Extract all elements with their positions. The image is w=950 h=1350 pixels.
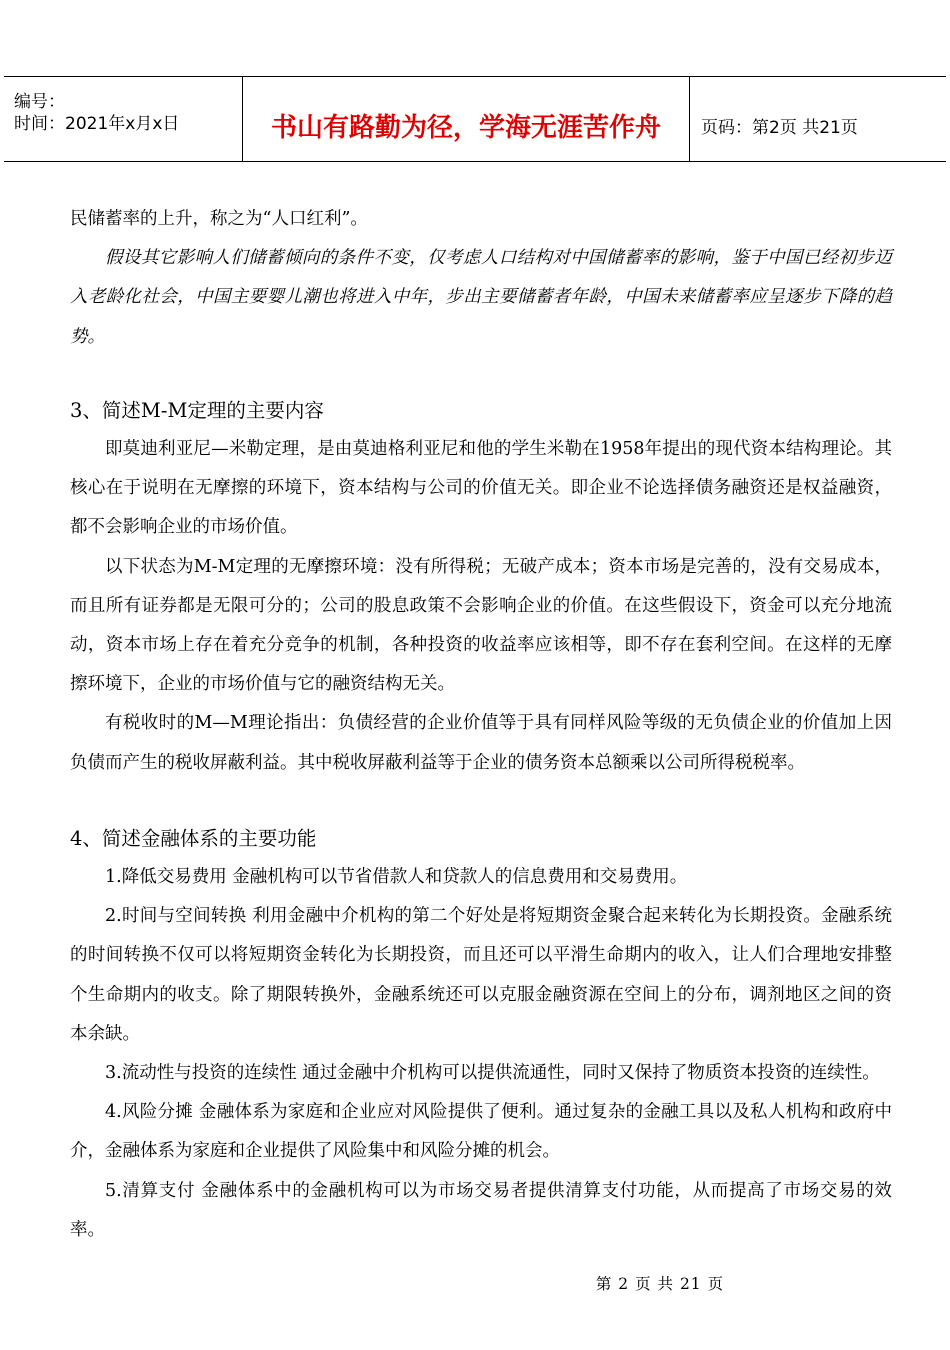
list-item-paragraph: 1.降低交易费用 金融机构可以节省借款人和贷款人的信息费用和交易费用。 <box>105 867 688 888</box>
footer-page-number: 第 2 页 共 21 页 <box>595 1275 725 1293</box>
list-item-paragraph: 5.清算支付 金融体系中的金融机构可以为市场交易者提供清算支付功能，从而提高了市场交易的效率。 <box>70 1180 892 1240</box>
section-heading-3: 3、简述M-M定理的主要内容 <box>70 398 324 422</box>
page-footer <box>0 1272 950 1294</box>
list-item-paragraph: 3.流动性与投资的连续性 通过金融中介机构可以提供流通性，同时又保持了物质资本投资的连续性。 <box>105 1063 880 1084</box>
paragraph: 即莫迪利亚尼—米勒定理，是由莫迪格利亚尼和他的学生米勒在1958年提出的现代资本结构理论。其核心在于说明在无摩擦的环境下，资本结构与公司的价值无关。即企业不论选择债务融资还是权益融资，都不会影响企业的市场价值。 <box>70 439 892 538</box>
section-heading-4: 4、简述金融体系的主要功能 <box>70 826 317 850</box>
list-item-paragraph: 4.风险分摊 金融体系为家庭和企业应对风险提供了便利。通过复杂的金融工具以及私人机构和政府中介，金融体系为家庭和企业提供了风险集中和风险分摊的机会。 <box>70 1102 892 1162</box>
header-meta-cell <box>4 77 242 161</box>
document-body <box>70 200 892 1250</box>
page-header <box>4 76 946 162</box>
document-number-label: 编号： <box>14 92 65 112</box>
spacer <box>70 357 892 391</box>
document-time-label: 时间：2021年x月x日 <box>14 114 180 134</box>
header-motto-cell <box>242 77 690 161</box>
paragraph-italic: 假设其它影响人们储蓄倾向的条件不变，仅考虑人口结构对中国储蓄率的影响，鉴于中国已经初步迈入老龄化社会，中国主要婴儿潮也将进入中年，步出主要储蓄者年龄，中国未来储蓄率应呈逐步下降的趋势。 <box>70 248 892 347</box>
spacer <box>70 783 892 819</box>
motto-text: 书山有路勤为径，学海无涯苦作舟 <box>270 113 661 143</box>
header-page-indicator: 页码：第2页 共21页 <box>701 118 858 138</box>
list-item-paragraph: 2.时间与空间转换 利用金融中介机构的第二个好处是将短期资金聚合起来转化为长期投资。金融系统的时间转换不仅可以将短期资金转化为长期投资，而且还可以平滑生命期内的收入，让人们合理地安排整个生命期内的收支。除了期限转换外，金融系统还可以克服金融资源在空间上的分布，调剂地区之间的资本余缺。 <box>70 906 892 1044</box>
paragraph: 有税收时的M—M理论指出：负债经营的企业价值等于具有同样风险等级的无负债企业的价值加上因负债而产生的税收屏蔽利益。其中税收屏蔽利益等于企业的债务资本总额乘以公司所得税税率。 <box>70 713 892 773</box>
paragraph: 以下状态为M-M定理的无摩擦环境：没有所得税；无破产成本；资本市场是完善的，没有交易成本，而且所有证券都是无限可分的；公司的股息政策不会影响企业的价值。在这些假设下，资金可以充分地流动，资本市场上存在着充分竞争的机制，各种投资的收益率应该相等，即不存在套利空间。在这样的无摩擦环境下，企业的市场价值与它的融资结构无关。 <box>70 556 892 695</box>
paragraph: 民储蓄率的上升，称之为“人口红利”。 <box>70 209 368 229</box>
header-page-cell <box>689 77 946 161</box>
